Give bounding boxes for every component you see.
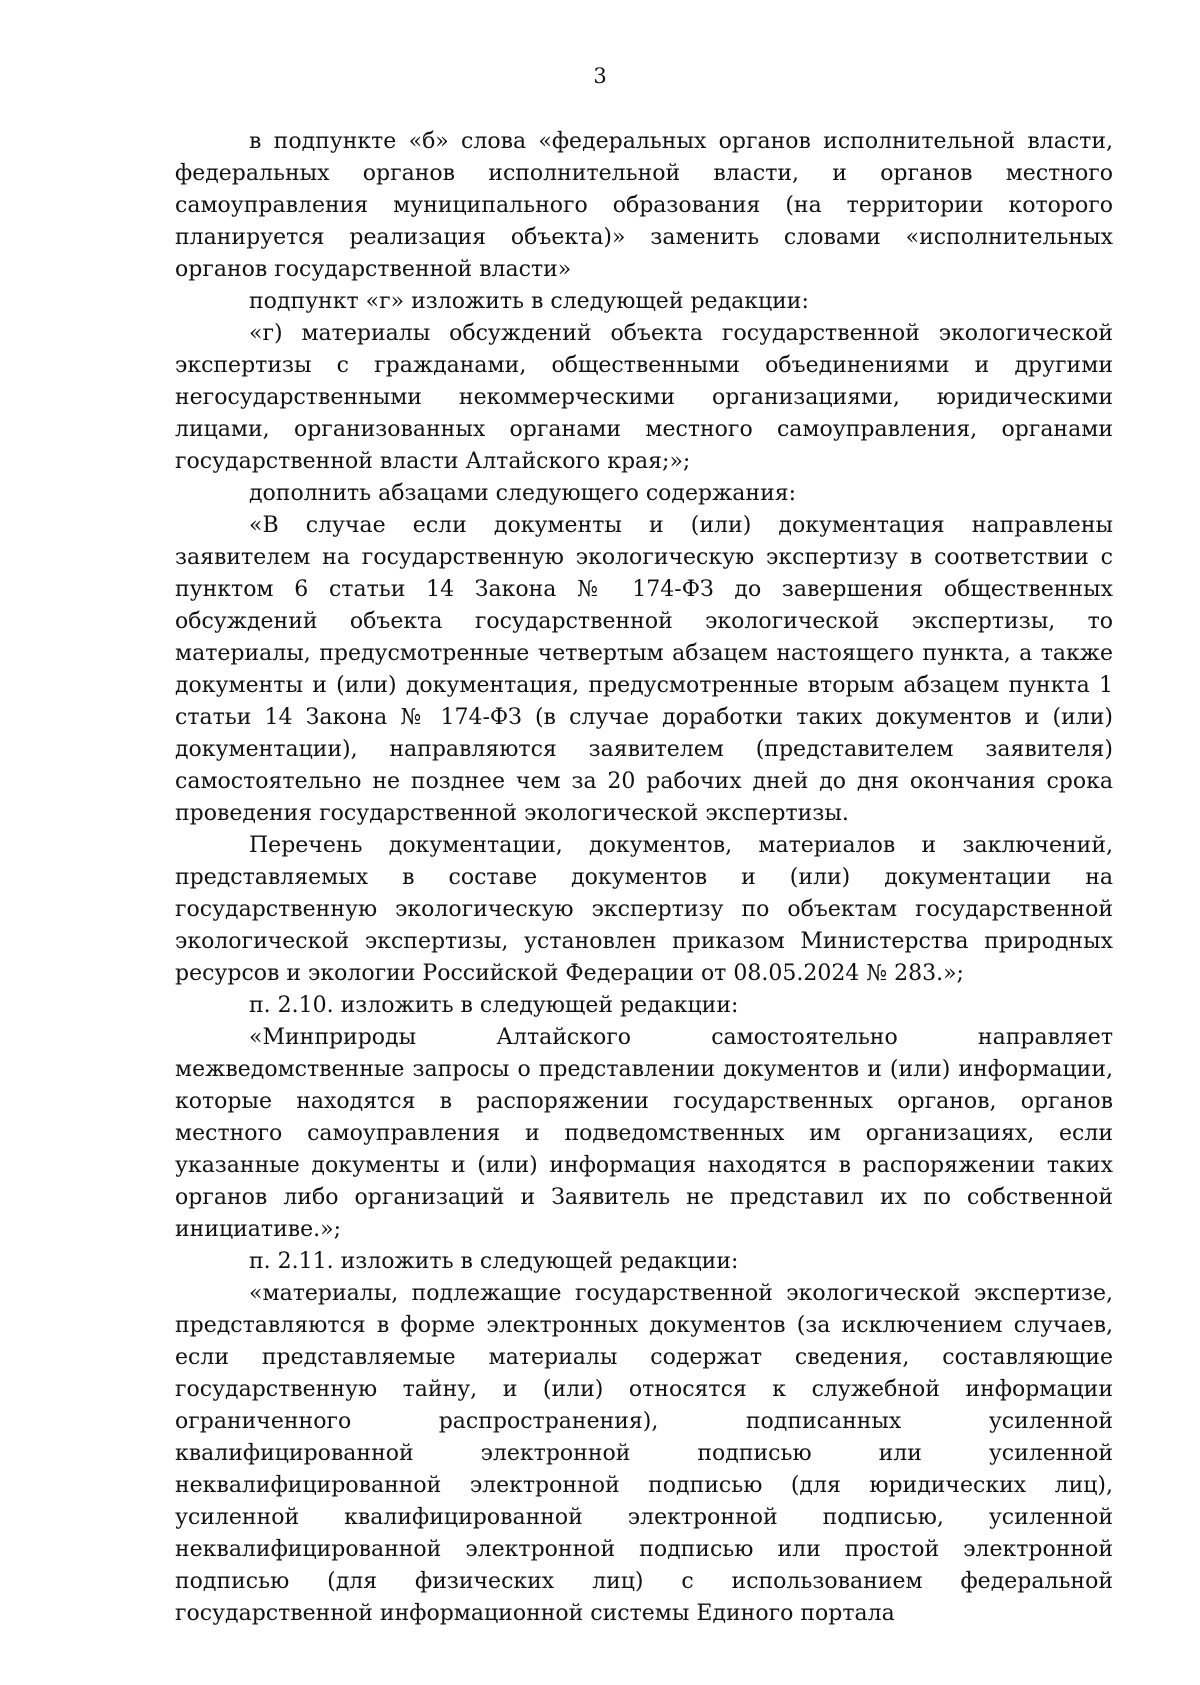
- paragraph: «Минприроды Алтайского самостоятельно направляет межведомственные запросы о представлении документов и (или) информации, которые находятся в распоряжении государственных органов, органов местного самоуправления и подведомственных им организациях, если указанные документы и (или) информация находятся в распоряжении таких органов либо организаций и Заявитель не представил их по собственной инициативе.»;: [175, 1025, 1113, 1242]
- paragraph: в подпункте «б» слова «федеральных органов исполнительной власти, федеральных органов исполнительной власти, и органов местного самоуправления муниципального образования (на территории которого планируется реализация объекта)» заменить словами «исполнительных органов государственной власти»: [175, 129, 1113, 282]
- paragraph: п. 2.11. изложить в следующей редакции:: [249, 1249, 739, 1274]
- document-body: [175, 126, 1113, 1630]
- paragraph: подпункт «г» изложить в следующей редакции:: [249, 289, 809, 314]
- paragraph: Перечень документации, документов, материалов и заключений, представляемых в составе документов и (или) документации на государственную экологическую экспертизу по объектам государственной экологической экспертизы, установлен приказом Министерства природных ресурсов и экологии Российской Федерации от 08.05.2024 № 283.»;: [175, 833, 1113, 986]
- paragraph: дополнить абзацами следующего содержания:: [249, 481, 797, 506]
- paragraph-last: «материалы, подлежащие государственной экологической экспертизе, представляются в форме электронных документов (за исключением случаев, если представляемые материалы содержат сведения, составляющие государственную тайну, и (или) относятся к служебной информации ограниченного распространения), подписанных усиленной квалифицированной электронной подписью или усиленной неквалифицированной электронной подписью (для юридических лиц), усиленной квалифицированной электронной подписью, усиленной неквалифицированной электронной подписью или простой электронной подписью (для физических лиц) с использованием федеральной государственной информационной системы Единого портала: [175, 1281, 1113, 1626]
- paragraph: «В случае если документы и (или) документация направлены заявителем на государственную экологическую экспертизу в соответствии с пунктом 6 статьи 14 Закона № 174-ФЗ до завершения общественных обсуждений объекта государственной экологической экспертизы, то материалы, предусмотренные четвертым абзацем настоящего пункта, а также документы и (или) документация, предусмотренные вторым абзацем пункта 1 статьи 14 Закона № 174-ФЗ (в случае доработки таких документов и (или) документации), направляются заявителем (представителем заявителя) самостоятельно не позднее чем за 20 рабочих дней до дня окончания срока проведения государственной экологической экспертизы.: [175, 513, 1113, 826]
- paragraph: п. 2.10. изложить в следующей редакции:: [249, 993, 739, 1018]
- page-number: 3: [593, 64, 607, 88]
- paragraph: «г) материалы обсуждений объекта государственной экологической экспертизы с гражданами, общественными объединениями и другими негосударственными некоммерческими организациями, юридическими лицами, организованных органами местного самоуправления, органами государственной власти Алтайского края;»;: [175, 321, 1113, 474]
